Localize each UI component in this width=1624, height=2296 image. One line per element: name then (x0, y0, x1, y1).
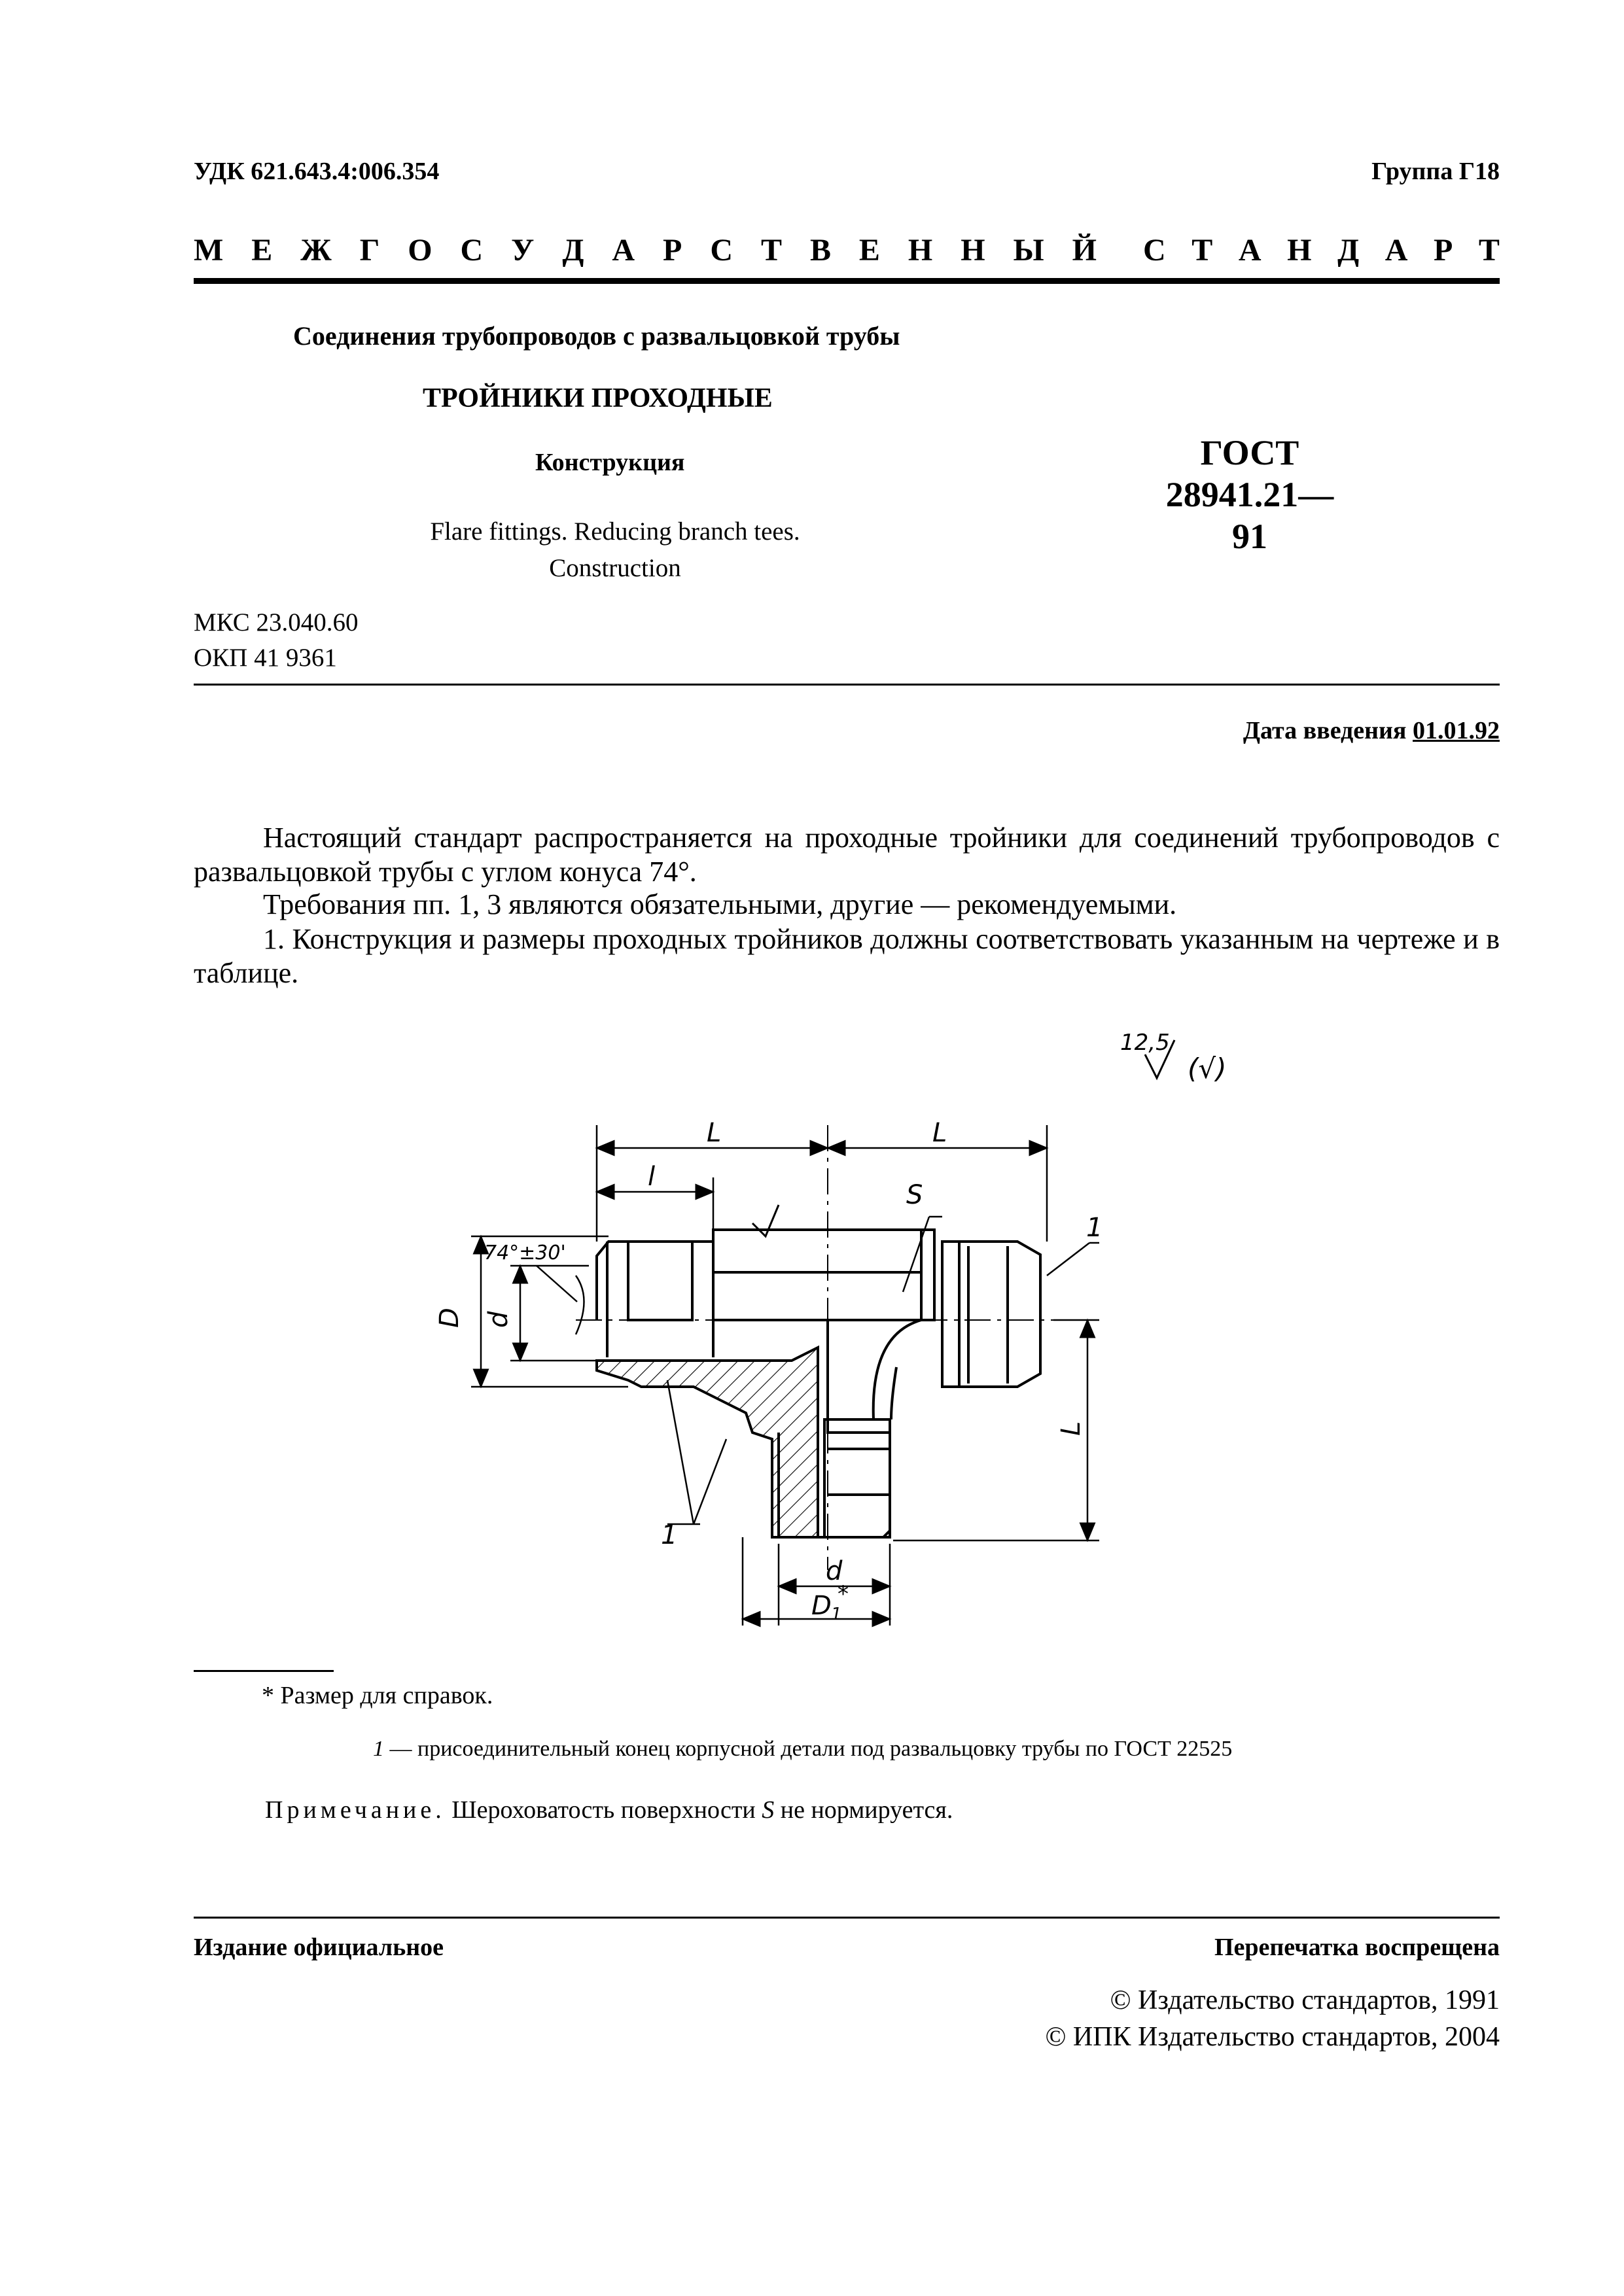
svg-text:74°±30': 74°±30' (484, 1242, 566, 1264)
introduction-date: Дата введения 01.01.92 (1243, 717, 1500, 744)
svg-text:1: 1 (1086, 1213, 1103, 1243)
udk-code: УДК 621.643.4:006.354 (194, 158, 440, 185)
svg-text:1: 1 (831, 1605, 842, 1624)
gost-number: ГОСТ 28941.21—91 (1165, 433, 1334, 556)
edition-label: Издание официальное (194, 1934, 444, 1961)
document-title: ТРОЙНИКИ ПРОХОДНЫЕ (423, 383, 773, 413)
footnote-rule (194, 1670, 334, 1672)
subject-title: Соединения трубопроводов с развальцовкой трубы (293, 321, 900, 351)
svg-text:L: L (1056, 1421, 1086, 1436)
document-part: Конструкция (535, 449, 685, 476)
banner-rule (194, 278, 1500, 284)
svg-text:12,5: 12,5 (1120, 1030, 1170, 1056)
banner-right: С Т А Н Д А Р Т (1143, 233, 1500, 268)
tee-drawing (434, 1007, 1269, 1681)
banner-left: М Е Ж Г О С У Д А Р С Т В Е Н Н Ы Й (194, 233, 1097, 268)
finish-tick (752, 1205, 779, 1236)
drawing-note: Примечание. Шероховатость поверхности S не нормируется. (265, 1796, 953, 1824)
classifier-codes: МКС 23.040.60 ОКП 41 9361 (194, 608, 359, 672)
svg-text:*: * (838, 1581, 849, 1607)
copyright-block: © Издательство стандартов, 1991 © ИПК Издательство стандартов, 2004 (1045, 1985, 1500, 2052)
svg-text:(√): (√) (1188, 1052, 1227, 1085)
callout-legend: 1 — присоединительный конец корпусной детали под развальцовку трубы по ГОСТ 22525 (373, 1737, 1233, 1761)
svg-text:l: l (648, 1162, 656, 1192)
svg-text:D: D (434, 1308, 465, 1328)
svg-text:D: D (811, 1591, 832, 1621)
svg-text:L: L (932, 1118, 947, 1148)
classifier-rule (194, 684, 1500, 686)
publication-rule (194, 1917, 1500, 1919)
reprint-label: Перепечатка воспрещена (1214, 1934, 1500, 1961)
paragraph-construction: 1. Конструкция и размеры проходных тройников должны соответствовать указанным на чертеже и в таблице. (194, 923, 1500, 989)
svg-text:1: 1 (661, 1520, 678, 1550)
svg-text:d: d (826, 1556, 843, 1586)
paragraph-requirements: Требования пп. 1, 3 являются обязательными, другие — рекомендуемыми. (263, 888, 1177, 920)
standard-banner (194, 232, 1500, 268)
english-title: Flare fittings. Reducing branch tees. Construction (430, 517, 800, 582)
svg-text:d: d (484, 1311, 514, 1328)
roughness-symbol (1120, 1030, 1227, 1085)
svg-text:S: S (906, 1180, 923, 1210)
section-hatch (597, 1348, 818, 1537)
group-code: Группа Г18 (1371, 158, 1500, 185)
reference-footnote: * Размер для справок. (262, 1682, 493, 1709)
svg-text:L: L (707, 1118, 722, 1148)
paragraph-scope: Настоящий стандарт распространяется на проходные тройники для соединений трубопроводов с развальцовкой трубы с углом конуса 74°. (194, 822, 1500, 888)
